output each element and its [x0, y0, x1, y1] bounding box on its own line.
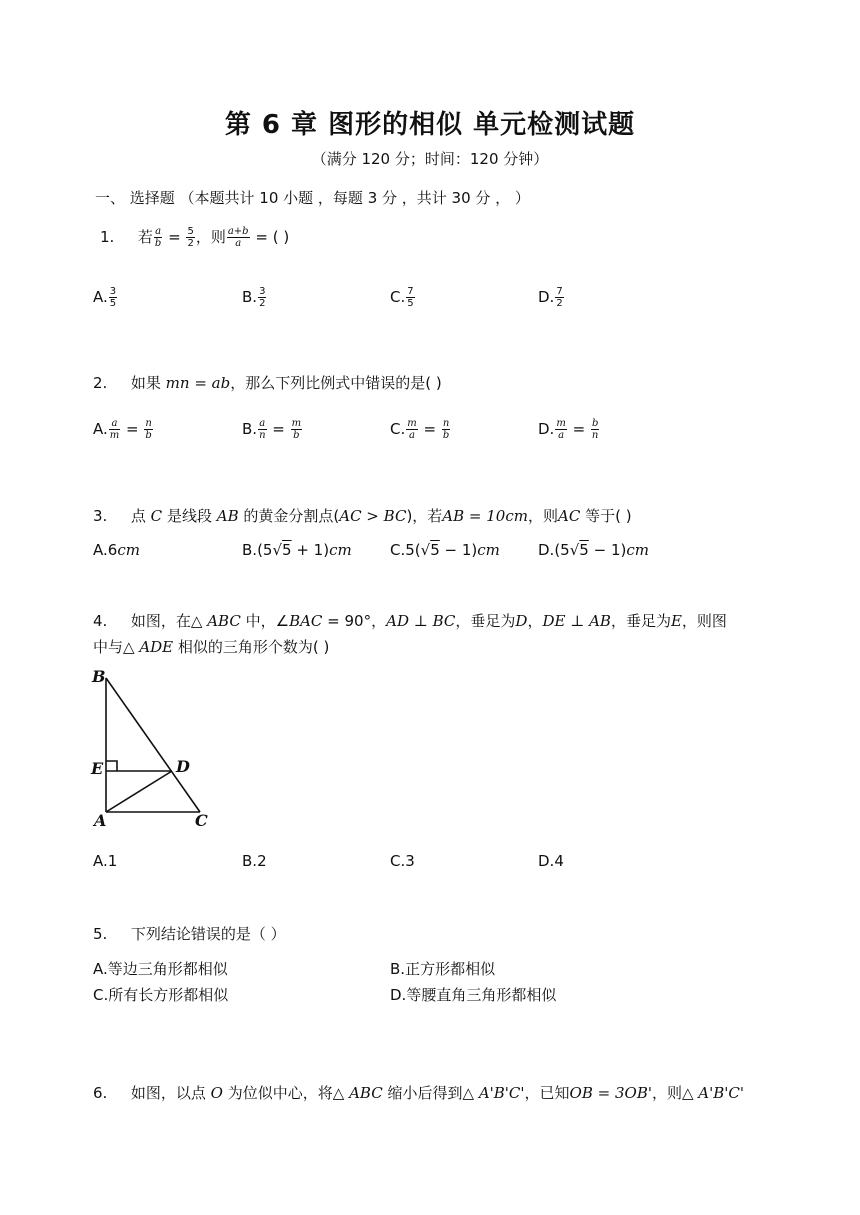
segment-ad: [106, 771, 172, 812]
question-4-line2: 中与△ ADE 相似的三角形个数为( ): [93, 638, 330, 656]
right-angle-mark: [106, 761, 117, 771]
question-number: 1.: [100, 228, 115, 246]
question-2: 2. 如果 mn = ab，那么下列比例式中错误的是( ): [93, 374, 442, 392]
option-c[interactable]: C. $\frac{7}{5}$: [390, 286, 414, 309]
question-1: 1. 若 $\frac{a}{b}$ = $\frac{5}{2}$ ，则 $\frac{a+b}{a}$ = ( ): [100, 226, 290, 249]
option-b[interactable]: B. $\frac{a}{n}$ = $\frac{m}{b}$: [242, 418, 302, 441]
label-a: A: [94, 811, 107, 830]
option-d[interactable]: D. $\frac{m}{a}$ = $\frac{b}{n}$: [538, 418, 599, 441]
fraction: $\frac{a}{b}$: [154, 226, 162, 249]
label-d: D: [176, 757, 190, 776]
question-number: 5.: [93, 925, 108, 943]
label-b: B: [92, 667, 106, 686]
fraction: $\frac{5}{2}$: [187, 226, 194, 249]
question-number: 4.: [93, 612, 108, 630]
option-c[interactable]: C. $\frac{m}{a}$ = $\frac{n}{b}$: [390, 418, 450, 441]
option-b[interactable]: B.正方形都相似: [390, 960, 496, 978]
question-5: 5. 下列结论错误的是（ ）: [93, 925, 286, 943]
option-b[interactable]: B. $\frac{3}{2}$: [242, 286, 266, 309]
question-number: 3.: [93, 507, 108, 525]
option-a[interactable]: A.1: [93, 852, 118, 870]
page-title: 第 6 章 图形的相似 单元检测试题: [224, 110, 636, 140]
label-e: E: [91, 759, 104, 778]
question-number: 6.: [93, 1084, 108, 1102]
section-heading: 一、 选择题 （本题共计 10 小题 ，每题 3 分 ，共计 30 分 ， ）: [95, 189, 530, 207]
option-c[interactable]: C.所有长方形都相似: [93, 986, 229, 1004]
page-subtitle: （满分 120 分；时间：120 分钟）: [311, 150, 549, 168]
option-d[interactable]: D.(5√5 − 1)cm: [538, 541, 649, 559]
option-c[interactable]: C.3: [390, 852, 415, 870]
option-d[interactable]: D. $\frac{7}{2}$: [538, 286, 563, 309]
option-d[interactable]: D.等腰直角三角形都相似: [390, 986, 557, 1004]
question-number: 2.: [93, 374, 108, 392]
option-b[interactable]: B.2: [242, 852, 267, 870]
option-a[interactable]: A. $\frac{a}{m}$ = $\frac{n}{b}$: [93, 418, 152, 441]
option-a[interactable]: A.6cm: [93, 541, 140, 559]
option-c[interactable]: C.5(√5 − 1)cm: [390, 541, 500, 559]
option-d[interactable]: D.4: [538, 852, 564, 870]
triangle-figure: [88, 664, 218, 834]
option-a[interactable]: A. $\frac{3}{5}$: [93, 286, 117, 309]
segment-bc: [106, 678, 200, 812]
option-b[interactable]: B.(5√5 + 1)cm: [242, 541, 352, 559]
question-4: 4. 如图，在△ ABC 中，∠BAC = 90°，AD ⊥ BC，垂足为D，DE ⊥ AB，垂足为E，则图: [93, 612, 727, 630]
option-a[interactable]: A.等边三角形都相似: [93, 960, 228, 978]
question-3: 3. 点 C 是线段 AB 的黄金分割点(AC > BC)，若AB = 10cm，则AC 等于( ): [93, 507, 632, 525]
question-6: 6. 如图，以点 O 为位似中心，将△ ABC 缩小后得到△ A'B'C'，已知OB = 3OB'，则△ A'B'C': [93, 1084, 744, 1102]
label-c: C: [195, 811, 208, 830]
fraction: $\frac{a+b}{a}$: [227, 226, 249, 249]
